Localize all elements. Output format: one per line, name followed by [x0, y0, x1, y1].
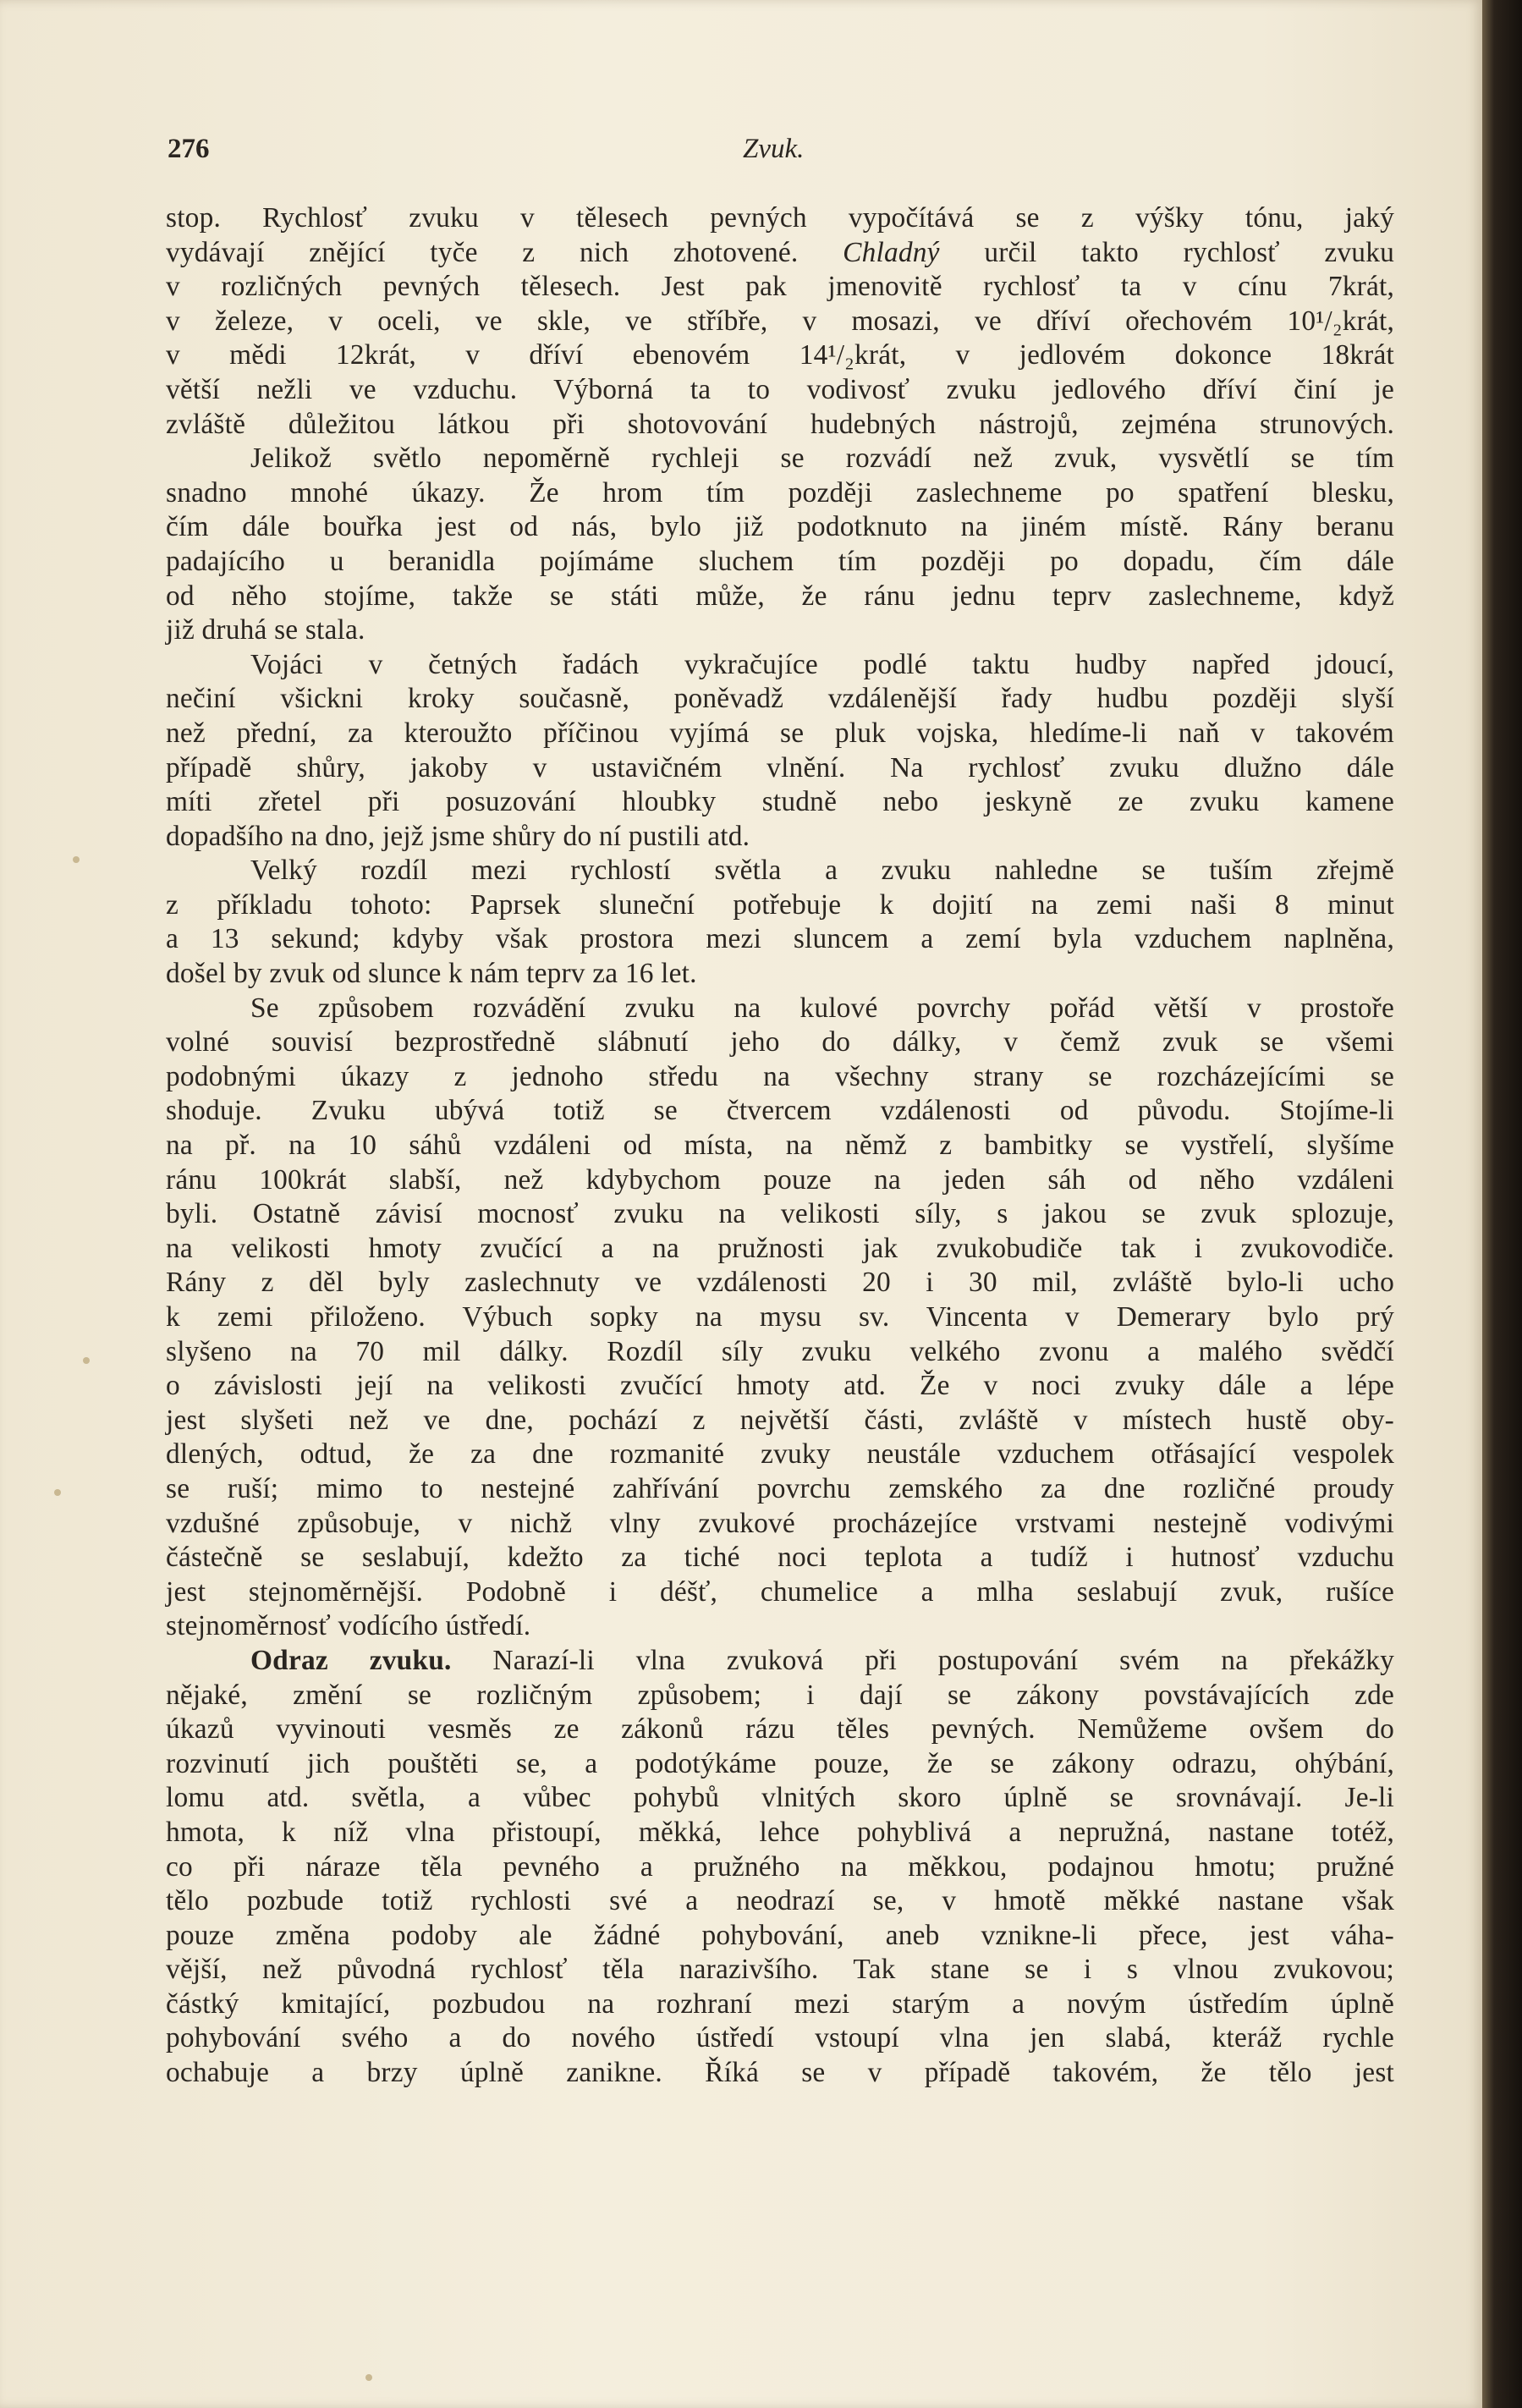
text-line: úkazů vyvinouti vesměs ze zákonů rázu těles pevných. Nemůžeme ovšem do — [166, 1713, 1394, 1746]
text-line: než přední, za kteroužto příčinou vyjímá se pluk vojska, hledíme-li naň v takovém — [166, 717, 1394, 749]
text-line: vější, než původná rychlosť těla narazivšího. Tak stane se i s vlnou zvukovou; — [166, 1954, 1394, 1986]
text-line: k zemi přiloženo. Výbuch sopky na mysu sv. Vincenta v Demerary bylo prý — [166, 1301, 1394, 1333]
text-line: co při náraze těla pevného a pružného na měkkou, podajnou hmotu; pružné — [166, 1850, 1394, 1883]
text-line: v rozličných pevných tělesech. Jest pak jmenovitě rychlosť ta v cínu 7krát, — [166, 271, 1394, 303]
text-line: čím dále bouřka jest od nás, bylo již podotknuto na jiném místě. Rány beranu — [166, 511, 1394, 543]
text-line: Rány z děl byly zaslechnuty ve vzdálenosti 20 i 30 mil, zvláště bylo-li ucho — [166, 1267, 1394, 1299]
page-header — [168, 134, 1394, 176]
text-line: na př. na 10 sáhů vzdáleni od místa, na němž z bambitky se vystřelí, slyšíme — [166, 1130, 1394, 1162]
page-number: 276 — [168, 134, 210, 164]
text-line: částečně se seslabují, kdežto za tiché noci teplota a tudíž i hutnosť vzduchu — [166, 1542, 1394, 1574]
text-line: došel by zvuk od slunce k nám teprv za 16 let. — [166, 958, 697, 990]
text-line: padajícího u beranidla pojímáme sluchem tím později po dopadu, čím dále — [166, 545, 1394, 577]
text-line: snadno mnohé úkazy. Že hrom tím později zaslechneme po spatření blesku, — [166, 476, 1394, 509]
paper-spot — [365, 2374, 372, 2381]
text-line: nečiní všickni kroky současně, poněvadž vzdálenější řady hudbu později slyší — [166, 683, 1394, 715]
paper-spot — [73, 856, 80, 863]
text-line: jest stejnoměrnější. Podobně i déšť, chumelice a mlha seslabují zvuk, rušíce — [166, 1575, 1394, 1608]
text-line: zvláště důležitou látkou při shotovování hudebných nástrojů, zejména strunových. — [166, 408, 1394, 440]
text-line: dlených, odtud, že za dne rozmanité zvuky neustále vzduchem otřásající vespolek — [166, 1438, 1394, 1471]
text-line: byli. Ostatně závisí mocnosť zvuku na velikosti síly, s jakou se zvuk splozuje, — [166, 1198, 1394, 1230]
text-line: tělo pozbude totiž rychlosti své a neodrazí se, v hmotě měkké nastane však — [166, 1885, 1394, 1917]
text-line: míti zřetel při posuzování hloubky studně nebo jeskyně ze zvuku kamene — [166, 786, 1394, 818]
text-line: větší nežli ve vzduchu. Výborná ta to vodivosť zvuku jedlového dříví činí je — [166, 373, 1394, 405]
text-line: ránu 100krát slabší, než kdybychom pouze na jeden sáh od něho vzdáleni — [166, 1163, 1394, 1196]
text-line: rozvinutí jich pouštěti se, a podotýkáme pouze, že se zákony odrazu, ohýbání, — [166, 1747, 1394, 1779]
text-line: na velikosti hmoty zvučící a na pružnosti jak zvukobudiče tak i zvukovodiče. — [166, 1232, 1394, 1264]
running-head: Zvuk. — [743, 134, 805, 164]
text-line: případě shůry, jakoby v ustavičném vlnění. Na rychlosť zvuku dlužno dále — [166, 751, 1394, 783]
paragraph-start: Vojáci v četných řadách vykračujíce podlé taktu hudby napřed jdoucí, — [250, 648, 1394, 680]
paragraph-start: Se způsobem rozvádění zvuku na kulové povrchy pořád větší v prostoře — [250, 992, 1394, 1024]
book-spine — [1482, 0, 1522, 2408]
text-line: nějaké, změní se rozličným způsobem; i dají se zákony povstávajících zde — [166, 1679, 1394, 1711]
text-line: podobnými úkazy z jednoho středu na všechny strany se rozcházejícími se — [166, 1060, 1394, 1092]
text-line: vzdušné způsobuje, v nichž vlny zvukové procházejíce vrstvami nestejně vodivými — [166, 1507, 1394, 1539]
text-line: a 13 sekund; kdyby však prostora mezi sluncem a zemí byla vzduchem naplněna, — [166, 923, 1394, 955]
text-line: shoduje. Zvuku ubývá totiž se čtvercem vzdálenosti od původu. Stojíme-li — [166, 1095, 1394, 1127]
paragraph-start: Jelikož světlo nepoměrně rychleji se rozvádí než zvuk, vysvětlí se tím — [250, 443, 1394, 475]
text-line: částký kmitající, pozbudou na rozhraní mezi starým a novým ústředím úplně — [166, 1987, 1394, 2020]
text-line: jest slyšeti než ve dne, pochází z největší části, zvláště v místech hustě oby- — [166, 1404, 1394, 1436]
emphasized-name: Chladný — [843, 236, 940, 268]
text-line: již druhá se stala. — [166, 614, 365, 646]
text-line: stop. Rychlosť zvuku v tělesech pevných vypočítává se z výšky tónu, jaký — [166, 202, 1394, 234]
text-line: hmota, k níž vlna přistoupí, měkká, lehce pohyblivá a nepružná, nastane totéž, — [166, 1816, 1394, 1848]
text-line: slyšeno na 70 mil dálky. Rozdíl síly zvuku velkého zvonu a malého svědčí — [166, 1335, 1394, 1367]
body-text — [166, 201, 1394, 2091]
paragraph-start: Velký rozdíl mezi rychlostí světla a zvuku nahledne se tuším zřejmě — [250, 855, 1394, 887]
text-line: v mědi 12krát, v dříví ebenovém 14¹/₂krát, v jedlovém dokonce 18krát — [166, 339, 1394, 371]
section-heading: Odraz zvuku. — [250, 1644, 452, 1676]
text-line: se ruší; mimo to nestejné zahřívání povrchu zemského za dne rozličné proudy — [166, 1472, 1394, 1504]
text-line: volné souvisí bezprostředně slábnutí jeho do dálky, v čemž zvuk se všemi — [166, 1026, 1394, 1058]
text-line: ochabuje a brzy úplně zanikne. Říká se v případě takovém, že tělo jest — [166, 2057, 1394, 2089]
text-line: o závislosti její na velikosti zvučící hmoty atd. Že v noci zvuky dále a lépe — [166, 1370, 1394, 1402]
paper-spot — [83, 1357, 90, 1364]
text-line: lomu atd. světla, a vůbec pohybů vlnitých skoro úplně se srovnávají. Je-li — [166, 1782, 1394, 1814]
paper-spot — [54, 1489, 61, 1496]
text-line: v železe, v oceli, ve skle, ve stříbře, v mosazi, ve dříví ořechovém 10¹/₂krát, — [166, 305, 1394, 337]
text-line: stejnoměrnosť vodícího ústředí. — [166, 1610, 531, 1642]
text-line: pouze změna podoby ale žádné pohybování, aneb vznikne-li přece, jest váha- — [166, 1919, 1394, 1951]
text-line: z příkladu tohoto: Paprsek sluneční potřebuje k dojití na zemi naši 8 minut — [166, 888, 1394, 921]
text-line: pohybování svého a do nového ústředí vstoupí vlna jen slabá, kteráž rychle — [166, 2022, 1394, 2054]
text-line: od něho stojíme, takže se státi může, že ránu jednu teprv zaslechneme, když — [166, 580, 1394, 612]
text-line: vydávají znějící tyče z nich zhotovené. Chladný určil takto rychlosť zvuku — [166, 236, 1394, 268]
text-line: dopadšího na dno, jejž jsme shůry do ní pustili atd. — [166, 820, 750, 852]
paragraph-start: Odraz zvuku. Narazí-li vlna zvuková při postupování svém na překážky — [250, 1644, 1395, 1676]
